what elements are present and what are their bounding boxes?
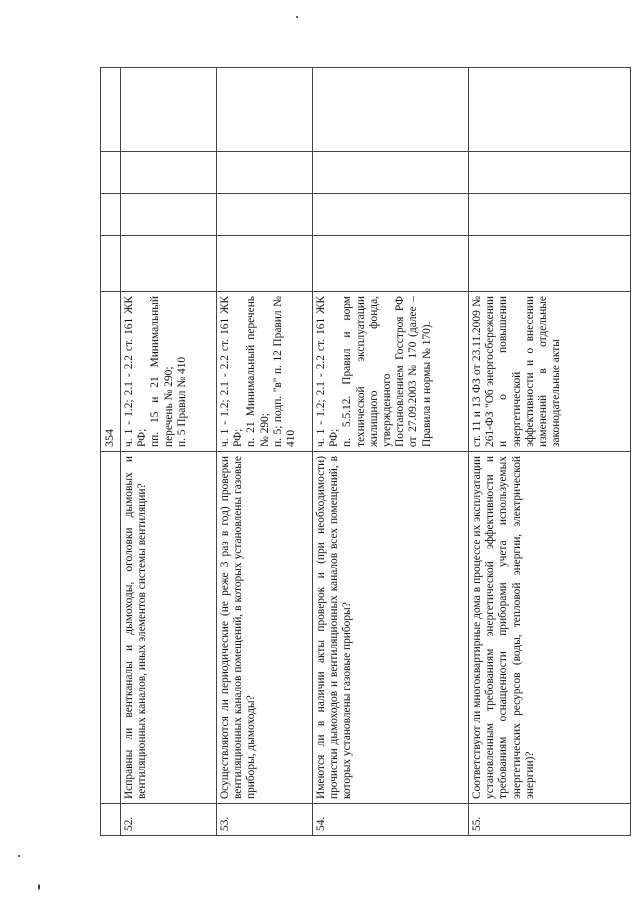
- empty-cell: [313, 152, 469, 194]
- reference-line: ст. 11 и 13 ФЗ от 23.11.2009 № 261-ФЗ "Об энергосбережении и о повышении энергетической эффективности и о внесении изменений в отдельные законодательные акты: [471, 296, 563, 447]
- scan-speck: [38, 884, 40, 890]
- header-cell-empty: [101, 68, 121, 152]
- empty-cell: [121, 236, 217, 292]
- empty-cell: [469, 194, 631, 236]
- empty-cell: [217, 194, 313, 236]
- empty-cell: [313, 194, 469, 236]
- empty-cell: [217, 152, 313, 194]
- header-cell-empty: [101, 194, 121, 236]
- row-question: Соответствуют ли многоквартирные дома в процессе их эксплуатации установленным требованиям энергетической эффективности и требованиям оснащенности приборами учета используемых энергетических ресурсов (воды, тепловой энергии, электрической энергии)?: [469, 452, 631, 804]
- row-number: 53.: [217, 804, 313, 836]
- reference-line: п. 5 Правил № 410: [175, 356, 188, 447]
- reference-line: ч. 1 - 1.2; 2.1 - 2.2 ст. 161 ЖК РФ;: [315, 296, 341, 447]
- row-references: [469, 292, 631, 452]
- header-cell-empty: [101, 152, 121, 194]
- reference-line: ч. 1 - 1.2; 2.1 - 2.2 ст. 161 ЖК РФ;: [219, 296, 245, 447]
- table-row: [217, 68, 313, 836]
- row-number: 52.: [121, 804, 217, 836]
- empty-cell: [313, 68, 469, 152]
- header-cell-empty: [101, 804, 121, 836]
- row-question: Осуществляются ли периодические (не реже 3 раз в год) проверки вентиляционных каналов помещений, в которых установлены газовые приборы, дымоходы?: [217, 452, 313, 804]
- scan-speck: [296, 16, 298, 18]
- empty-cell: [469, 152, 631, 194]
- row-question: Имеются ли в наличии акты проверок и (при необходимости) прочистки дымоходов и вентиляционных каналов всех помещений, в которых установлены газовые приборы?: [313, 452, 469, 804]
- reference-line: пп. 15 и 21 Минимальный перечень № 290;: [149, 296, 175, 447]
- row-references: [313, 292, 469, 452]
- empty-cell: [313, 236, 469, 292]
- header-row: [101, 68, 121, 836]
- header-cell-empty: [101, 236, 121, 292]
- reference-line: п. 5.5.12. Правил и норм технической эксплуатации жилищного фонда, утвержденного Постановлением Госстроя РФ от 27.09.2003 № 170 (далее – Правила и нормы № 170).: [341, 296, 433, 447]
- page-number: 354: [101, 292, 121, 452]
- reference-line: п. 5; подп. "в" п. 12 Правил № 410: [271, 296, 298, 447]
- table-row: [469, 68, 631, 836]
- scan-speck: [18, 855, 20, 857]
- row-number: 55.: [469, 804, 631, 836]
- empty-cell: [121, 194, 217, 236]
- row-number: 54.: [313, 804, 469, 836]
- reference-line: ч. 1 - 1.2; 2.1 - 2.2 ст. 161 ЖК РФ;: [123, 296, 149, 447]
- row-question: Исправны ли вентканалы и дымоходы, оголовки дымовых и вентиляционных каналов, иных элементов системы вентиляции?: [121, 452, 217, 804]
- reference-line: п. 21 Минимальный перечень № 290;: [245, 296, 271, 447]
- inspection-table: [100, 67, 631, 836]
- empty-cell: [121, 68, 217, 152]
- empty-cell: [469, 68, 631, 152]
- table-row: [313, 68, 469, 836]
- row-references: [121, 292, 217, 452]
- table-row: [121, 68, 217, 836]
- rotated-table-block: [100, 68, 630, 836]
- empty-cell: [217, 236, 313, 292]
- empty-cell: [217, 68, 313, 152]
- row-references: [217, 292, 313, 452]
- empty-cell: [469, 236, 631, 292]
- header-cell-empty: [101, 452, 121, 804]
- empty-cell: [121, 152, 217, 194]
